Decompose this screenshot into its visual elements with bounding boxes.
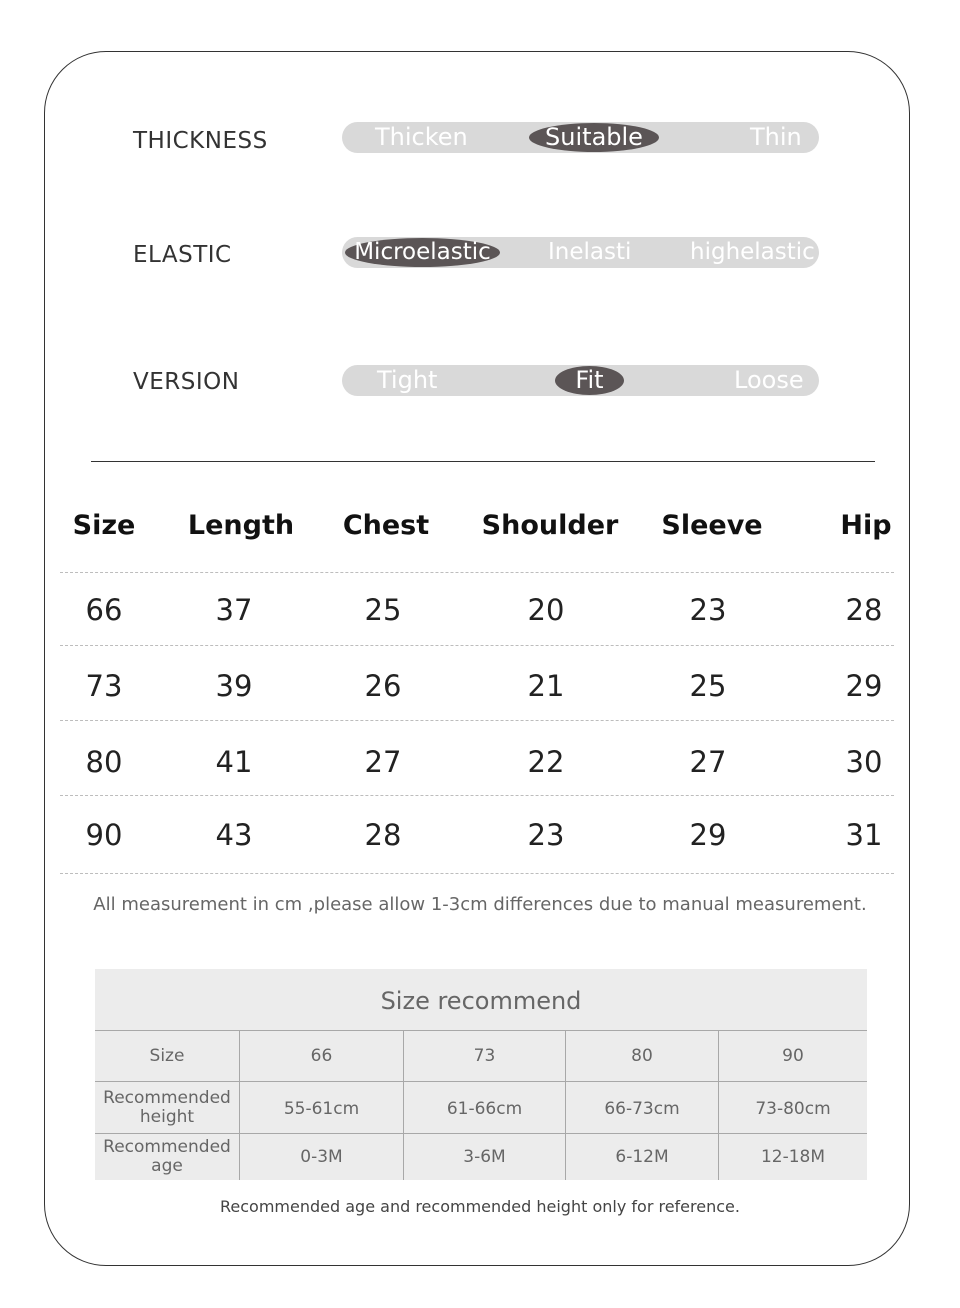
rec-cell: 90 (718, 1031, 867, 1081)
version-label: VERSION (133, 369, 240, 395)
section-divider (91, 461, 875, 462)
cell-chest: 28 (364, 818, 402, 852)
cell-length: 37 (215, 593, 253, 627)
cell-shoulder: 20 (527, 593, 565, 627)
elastic-option-inelastic: Inelasti (548, 239, 632, 265)
rec-cell: 73-80cm (718, 1082, 867, 1133)
version-option-loose: Loose (734, 366, 804, 394)
rec-cell: 0-3M (239, 1134, 403, 1180)
thickness-option-suitable-selected: Suitable (529, 123, 659, 152)
cell-size: 66 (85, 593, 123, 627)
size-recommend-table (95, 969, 867, 1180)
version-option-tight: Tight (377, 366, 438, 394)
rec-cell: 66 (239, 1031, 403, 1081)
header-sleeve: Sleeve (661, 510, 763, 541)
table-row (60, 721, 894, 796)
cell-shoulder: 21 (527, 669, 565, 703)
cell-length: 39 (215, 669, 253, 703)
thickness-option-thin: Thin (750, 123, 802, 151)
cell-chest: 27 (364, 745, 402, 779)
version-scale (342, 365, 819, 396)
rec-cell: 3-6M (403, 1134, 565, 1180)
rec-cell: 6-12M (565, 1134, 718, 1180)
version-option-fit-selected: Fit (555, 366, 624, 395)
rec-cell: 55-61cm (239, 1082, 403, 1133)
table-row (95, 1031, 867, 1082)
rec-row-label: Size (149, 1045, 185, 1066)
cell-hip: 29 (845, 669, 883, 703)
rec-cell: 73 (403, 1031, 565, 1081)
rec-row-label: Recommended age (103, 1137, 231, 1176)
thickness-option-thicken: Thicken (375, 123, 468, 151)
elastic-label: ELASTIC (133, 242, 232, 268)
cell-shoulder: 23 (527, 818, 565, 852)
table-row (60, 573, 894, 646)
cell-sleeve: 29 (689, 818, 727, 852)
cell-length: 41 (215, 745, 253, 779)
cell-hip: 31 (845, 818, 883, 852)
header-hip: Hip (840, 510, 892, 541)
cell-chest: 26 (364, 669, 402, 703)
table-row (60, 796, 894, 874)
table-row (95, 1082, 867, 1134)
cell-hip: 30 (845, 745, 883, 779)
header-chest: Chest (342, 510, 430, 541)
header-shoulder: Shoulder (481, 510, 619, 541)
cell-size: 80 (85, 745, 123, 779)
size-chart-table (60, 500, 894, 874)
reference-note: Recommended age and recommended height only for reference. (220, 1197, 740, 1216)
cell-hip: 28 (845, 593, 883, 627)
cell-sleeve: 23 (689, 593, 727, 627)
cell-size: 73 (85, 669, 123, 703)
rec-cell: 61-66cm (403, 1082, 565, 1133)
cell-chest: 25 (364, 593, 402, 627)
table-row (60, 646, 894, 721)
thickness-label: THICKNESS (133, 128, 268, 154)
size-recommend-title: Size recommend (95, 969, 867, 1031)
size-chart-header (60, 500, 894, 573)
elastic-scale (342, 237, 819, 268)
rec-cell: 66-73cm (565, 1082, 718, 1133)
elastic-option-highelastic: highelastic (690, 239, 815, 265)
cell-shoulder: 22 (527, 745, 565, 779)
rec-cell: 12-18M (718, 1134, 867, 1180)
cell-size: 90 (85, 818, 123, 852)
header-length: Length (187, 510, 295, 541)
rec-cell: 80 (565, 1031, 718, 1081)
header-size: Size (72, 510, 136, 541)
cell-sleeve: 27 (689, 745, 727, 779)
measurement-note: All measurement in cm ,please allow 1-3cm differences due to manual measurement. (93, 894, 867, 915)
cell-sleeve: 25 (689, 669, 727, 703)
thickness-scale (342, 122, 819, 153)
cell-length: 43 (215, 818, 253, 852)
elastic-option-microelastic-selected: Microelastic (345, 238, 500, 267)
rec-row-label: Recommended height (103, 1087, 231, 1127)
table-row (95, 1134, 867, 1180)
